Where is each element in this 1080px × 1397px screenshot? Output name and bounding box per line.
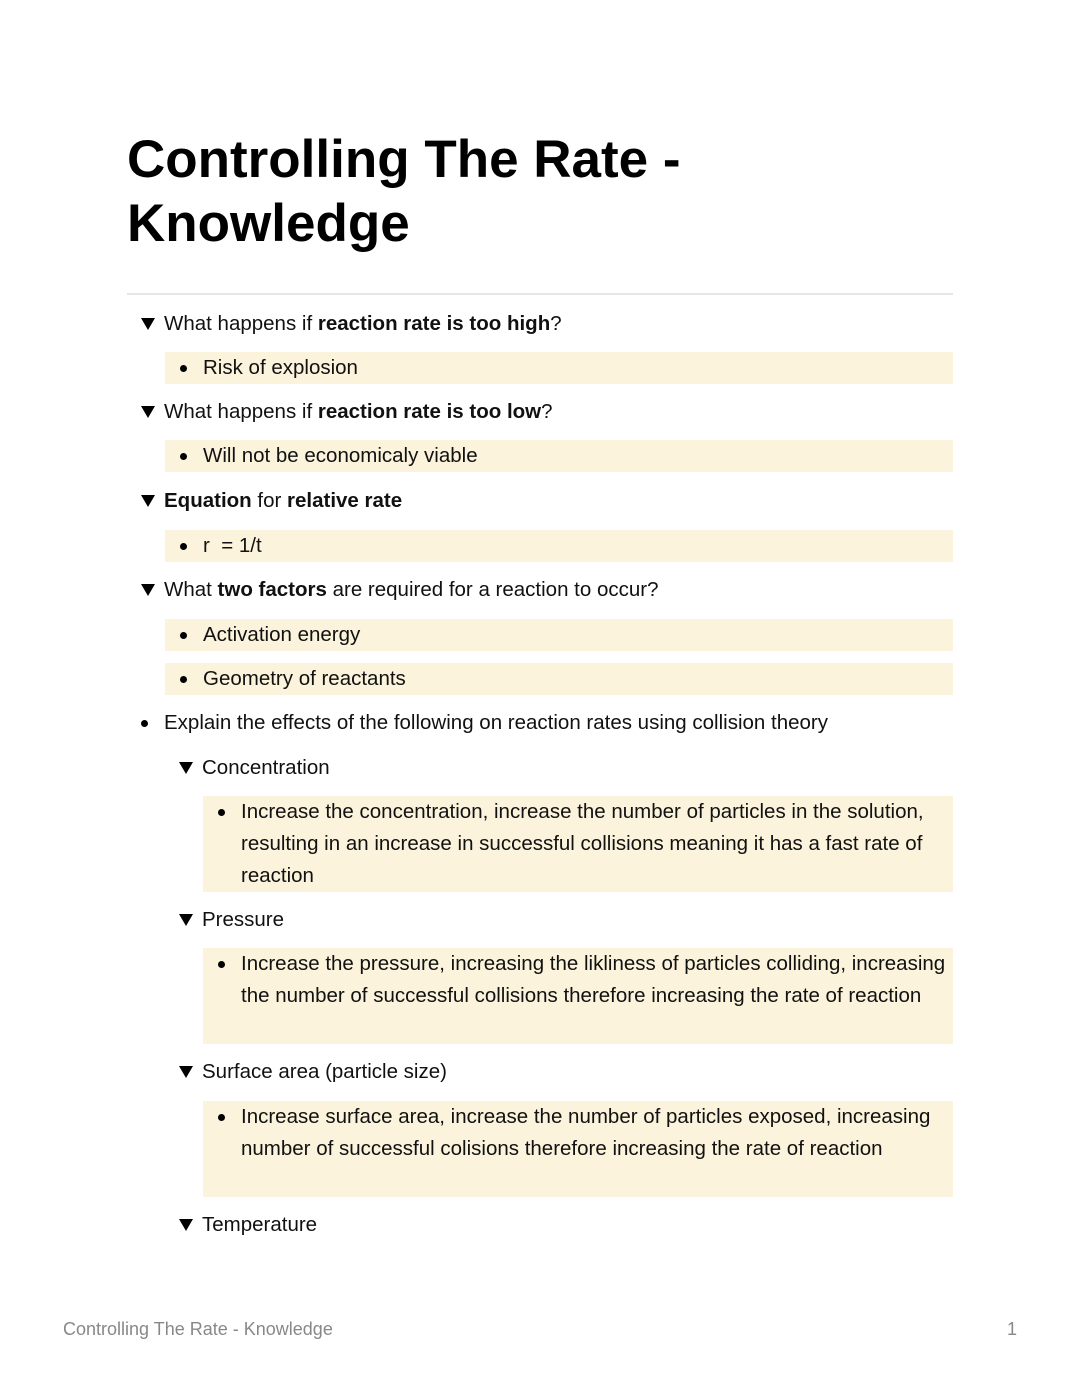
toggle-triangle-icon[interactable] [179, 914, 193, 926]
toggle-label: What happens if reaction rate is too high? [164, 312, 562, 335]
divider [127, 293, 953, 295]
toggle-concentration[interactable] [179, 752, 330, 784]
bullet-icon [180, 453, 187, 460]
answer-text: Increase the pressure, increasing the likliness of particles colliding, increasing the number of successful collisions therefore increasing the rate of reaction [241, 952, 946, 1007]
answer-text: r = 1/t [203, 534, 262, 557]
bullet-icon [218, 1114, 225, 1121]
bullet-icon [180, 632, 187, 639]
toggle-reaction-rate-too-low[interactable] [141, 396, 553, 428]
bullet-icon [218, 809, 225, 816]
answer-callout [203, 1101, 953, 1197]
answer-callout [165, 530, 953, 562]
answer-text: Increase surface area, increase the number of particles exposed, increasing number of successful colisions therefore increasing the rate of reaction [241, 1105, 931, 1160]
footer-title: Controlling The Rate - Knowledge [63, 1319, 333, 1339]
toggle-label: What happens if reaction rate is too low? [164, 400, 553, 423]
toggle-pressure[interactable] [179, 904, 284, 936]
answer-callout [165, 619, 953, 651]
page-title: Controlling The Rate - Knowledge [127, 130, 681, 253]
answer-callout [203, 796, 953, 892]
answer-text: Increase the concentration, increase the number of particles in the solution, resulting in an increase in successful collisions meaning it has a fast rate of reaction [241, 800, 924, 887]
bullet-icon [180, 543, 187, 550]
toggle-label: Equation for relative rate [164, 489, 403, 512]
toggle-triangle-icon[interactable] [141, 495, 155, 507]
bullet-icon [141, 720, 148, 727]
toggle-equation-relative-rate[interactable] [141, 485, 402, 517]
bullet-icon [218, 961, 225, 968]
toggle-triangle-icon[interactable] [141, 406, 155, 418]
toggle-label: Concentration [202, 756, 330, 779]
answer-callout [165, 440, 953, 472]
answer-text: Risk of explosion [203, 356, 358, 379]
toggle-triangle-icon[interactable] [141, 318, 155, 330]
answer-callout [165, 663, 953, 695]
answer-text: Activation energy [203, 623, 361, 646]
toggle-triangle-icon[interactable] [179, 762, 193, 774]
answer-callout [165, 352, 953, 384]
answer-text: Geometry of reactants [203, 667, 406, 690]
toggle-reaction-rate-too-high[interactable] [141, 308, 562, 340]
page-number: 1 [1006, 1319, 1017, 1339]
bullet-icon [180, 676, 187, 683]
toggle-triangle-icon[interactable] [179, 1219, 193, 1231]
toggle-two-factors[interactable] [141, 574, 659, 606]
toggle-label: What two factors are required for a reaction to occur? [164, 578, 659, 601]
toggle-label: Temperature [202, 1213, 318, 1236]
toggle-label: Surface area (particle size) [202, 1060, 447, 1083]
explain-text: Explain the effects of the following on reaction rates using collision theory [164, 711, 828, 734]
answer-callout [203, 948, 953, 1044]
toggle-triangle-icon[interactable] [141, 584, 155, 596]
bullet-icon [180, 365, 187, 372]
toggle-temperature[interactable] [179, 1209, 317, 1241]
explain-bullet [141, 707, 828, 739]
answer-text: Will not be economicaly viable [203, 444, 478, 467]
toggle-label: Pressure [202, 908, 285, 931]
toggle-surface-area[interactable] [179, 1056, 447, 1088]
toggle-triangle-icon[interactable] [179, 1066, 193, 1078]
